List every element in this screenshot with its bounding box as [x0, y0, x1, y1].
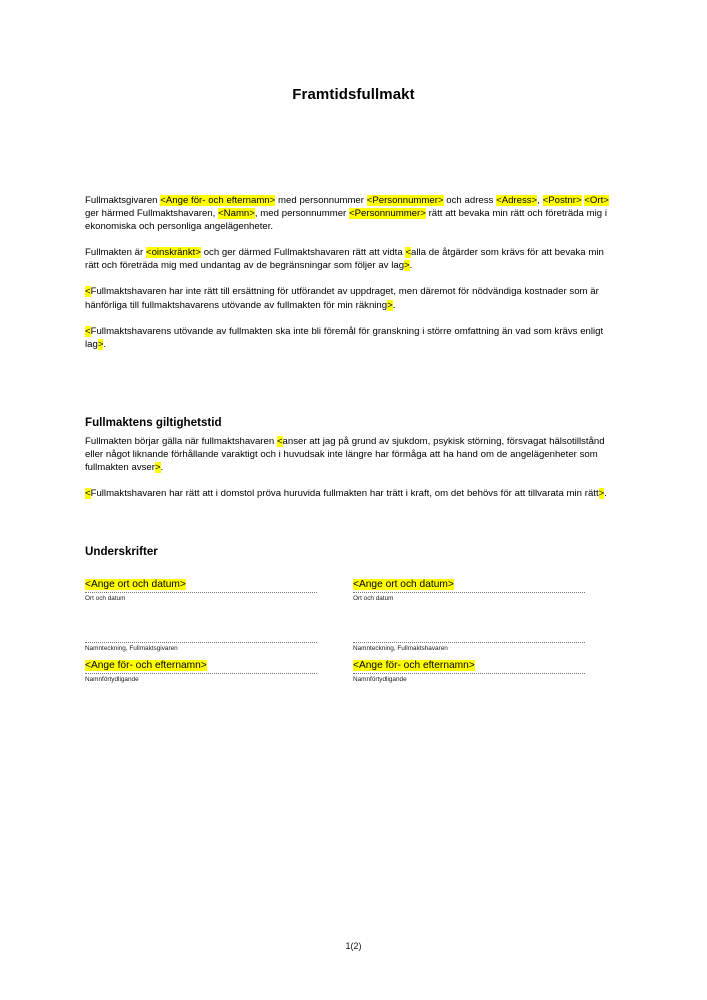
signature-block-sign-left: [85, 641, 317, 653]
text-run: Fullmaktshavaren har inte rätt till ersättning för utförandet av uppdraget, men däremot för nödvändiga kostnader som är hänförliga till fullmaktshavarens utövande av fullmakten för min räkning: [85, 286, 599, 311]
text-run: Fullmaktshavarens utövande av fullmakten ska inte bli föremål för granskning i större omfattning än vad som krävs enligt lag: [85, 325, 604, 350]
signature-writing-space: [85, 603, 620, 641]
bracket-close: >: [404, 260, 410, 272]
caption-place-date-right: Ort och datum: [353, 595, 394, 602]
paragraph-scope-of-mandate: [85, 246, 620, 272]
text-run: rätt att bevaka min rätt och företräda mig i ekonomiska och personliga angelägenheter.: [85, 208, 607, 233]
bracket-open: <: [276, 436, 283, 447]
text-run: .: [392, 299, 396, 311]
placeholder-place-date[interactable]: <Ange ort och datum>: [353, 579, 454, 590]
placeholder-full-name[interactable]: <Ange för- och efternamn>: [160, 195, 276, 206]
placeholder-attorney-personal-number[interactable]: <Personnummer>: [349, 208, 426, 220]
section-heading-signatures: Underskrifter: [85, 545, 158, 558]
paragraph-when-effective: [85, 435, 620, 474]
text-run: , med personnummer: [254, 208, 350, 220]
placeholder-place-date[interactable]: <Ange ort och datum>: [85, 579, 186, 590]
placeholder-postal-code[interactable]: <Postnr>: [542, 195, 582, 206]
page-title: Framtidsfullmakt: [292, 86, 415, 103]
bracket-open: <: [85, 286, 91, 298]
signature-block-place-date-right: [353, 578, 585, 603]
bracket-close: >: [97, 338, 104, 350]
placeholder-personal-number[interactable]: <Personnummer>: [366, 195, 444, 206]
bracket-close: >: [154, 462, 161, 474]
placeholder-unrestricted[interactable]: oinskränkt: [151, 247, 196, 259]
caption-printed-name-right: Namnförtydligande: [353, 676, 407, 683]
bracket-open: <: [145, 247, 152, 259]
text-run: .: [604, 488, 607, 500]
placeholder-printed-name[interactable]: <Ange för- och efternamn>: [353, 660, 475, 671]
text-run: .: [103, 338, 107, 350]
section-signatures: [85, 545, 620, 564]
signature-grid: [85, 578, 620, 684]
bracket-close: >: [387, 299, 393, 311]
bracket-open: <: [85, 488, 91, 500]
bracket-open: <: [85, 325, 91, 337]
placeholder-attorney-name[interactable]: <Namn>: [218, 208, 255, 220]
caption-place-date-left: Ort och datum: [85, 595, 126, 602]
paragraph-court-review: [85, 487, 620, 500]
section-validity-period: [85, 416, 620, 513]
place-date-value-right[interactable]: [353, 578, 585, 591]
text-run: Fullmakten börjar gälla när fullmaktshavaren: [85, 436, 277, 447]
text-run: .: [160, 462, 164, 474]
text-run: ger härmed Fullmaktshavaren,: [85, 208, 219, 220]
text-run: ,: [537, 195, 543, 206]
signature-block-name-left: [85, 659, 317, 684]
text-run: Fullmaktshavaren har rätt att i domstol pröva huruvida fullmakten har trätt i kraft, om det behövs för att tillvarata min rätt: [90, 488, 599, 500]
text-run: med personnummer: [275, 195, 367, 206]
caption-signature-attorney: Namnteckning, Fullmaktshavaren: [353, 645, 448, 652]
signature-block-name-right: [353, 659, 585, 684]
section-heading-validity: Fullmaktens giltighetstid: [85, 416, 222, 429]
signature-row-place-date: [85, 578, 620, 603]
place-date-value-left[interactable]: [85, 578, 317, 591]
paragraph-compensation: [85, 285, 620, 311]
text-run: Fullmakten är: [85, 247, 146, 259]
printed-name-value-left[interactable]: [85, 659, 317, 672]
paragraph-grantor-details: [85, 194, 620, 233]
bracket-close: >: [195, 247, 201, 259]
text-run: anser att jag på grund av sjukdom, psykisk störning, försvagat hälsotillstånd eller något liknande förhållande varaktigt och i huvudsak inte längre har förmåga att ha hand om de angelägenheter som fullmakten avser: [85, 436, 605, 474]
placeholder-printed-name[interactable]: <Ange för- och efternamn>: [85, 660, 207, 671]
signature-block-place-date-left: [85, 578, 317, 603]
page-footer: 1(2): [345, 941, 362, 951]
placeholder-address[interactable]: <Adress>: [496, 195, 538, 206]
bracket-close: >: [598, 488, 605, 500]
text-run: alla de åtgärder som krävs för att bevaka min rätt och företräda mig med undantag av de begränsningar som följer av lag: [85, 247, 604, 272]
text-run: Fullmaktsgivaren: [85, 195, 161, 206]
signature-block-sign-right: [353, 641, 585, 653]
placeholder-city[interactable]: <Ort>: [584, 195, 609, 206]
signature-row-signature-line: [85, 641, 620, 653]
caption-signature-grantor: Namnteckning, Fullmaktsgivaren: [85, 645, 178, 652]
text-run: och ger därmed Fullmaktshavaren rätt att vidta: [200, 247, 406, 259]
caption-printed-name-left: Namnförtydligande: [85, 676, 139, 683]
paragraph-supervision: [85, 325, 620, 351]
text-run: och adress: [443, 195, 497, 206]
body-text-column: [85, 194, 620, 364]
text-run: .: [409, 260, 413, 272]
signature-row-printed-name: [85, 659, 620, 684]
printed-name-value-right[interactable]: [353, 659, 585, 672]
bracket-open: <: [405, 247, 412, 259]
